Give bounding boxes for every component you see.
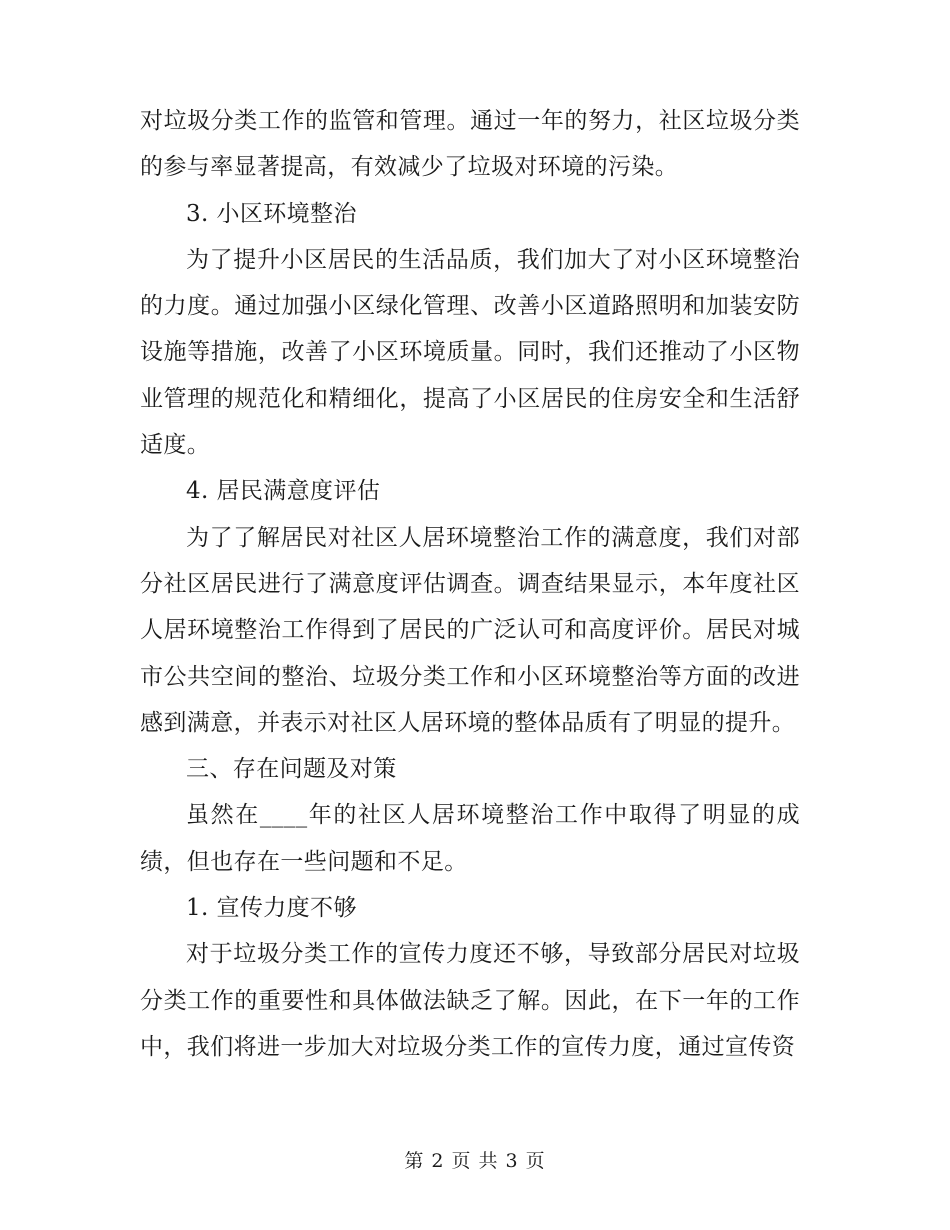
section-heading-community-environment: 3. 小区环境整治 [186, 200, 357, 227]
paragraph: 对于垃圾分类工作的宣传力度还不够，导致部分居民对垃圾分类工作的重要性和具体做法缺乏了解。因此，在下一年的工作中，我们将进一步加大对垃圾分类工作的宣传力度，通过宣传资 [140, 941, 800, 1060]
paragraph: 虽然在____年的社区人居环境整治工作中取得了明显的成绩，但也存在一些问题和不足。 [140, 802, 800, 875]
document-body [140, 98, 800, 1070]
page-footer: 第 2 页 共 3 页 [404, 1150, 546, 1172]
section-heading-satisfaction: 4. 居民满意度评估 [186, 478, 381, 505]
paragraph: 为了了解居民对社区人居环境整治工作的满意度，我们对部分社区居民进行了满意度评估调查。调查结果显示，本年度社区人居环境整治工作得到了居民的广泛认可和高度评价。居民对城市公共空间的整治、垃圾分类工作和小区环境整治等方面的改进感到满意，并表示对社区人居环境的整体品质有了明显的提升。 [140, 524, 800, 736]
paragraph: 为了提升小区居民的生活品质，我们加大了对小区环境整治的力度。通过加强小区绿化管理、改善小区道路照明和加装安防设施等措施，改善了小区环境质量。同时，我们还推动了小区物业管理的规范化和精细化，提高了小区居民的住房安全和生活舒适度。 [140, 246, 800, 459]
paragraph-continued: 对垃圾分类工作的监管和管理。通过一年的努力，社区垃圾分类的参与率显著提高，有效减少了垃圾对环境的污染。 [140, 108, 800, 181]
section-heading-problems: 三、存在问题及对策 [186, 756, 397, 783]
section-heading-publicity: 1. 宣传力度不够 [186, 895, 357, 922]
